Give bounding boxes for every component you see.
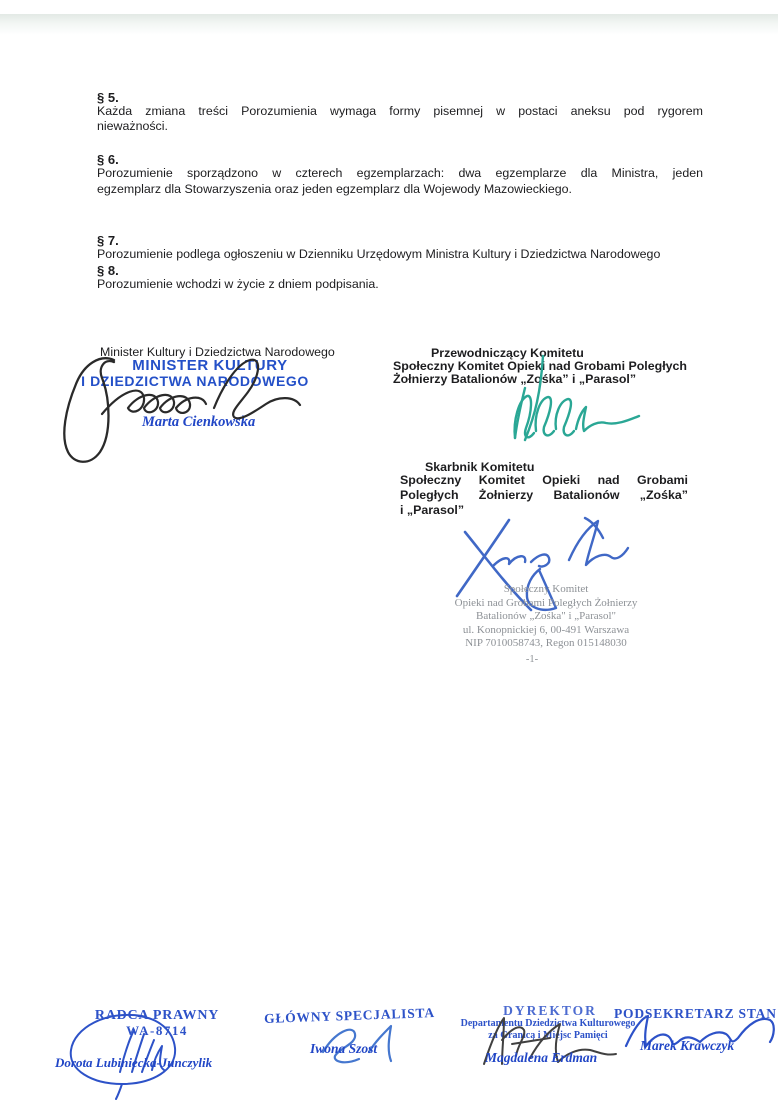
scan-artifact-band (0, 14, 778, 35)
glowny-specjalista-stamp-title: GŁÓWNY SPECJALISTA (263, 1005, 436, 1026)
committee-stamp-line-3: Batalionów „Zośka" i „Parasol" (475, 610, 617, 622)
treasurer-org-line-2: Poległych Żołnierzy Batalionów „Zośka” (400, 488, 688, 502)
section-6-heading: § 6. (97, 152, 119, 167)
section-7-line-1: Porozumienie podlega ogłoszeniu w Dzienniku Urzędowym Ministra Kultury i Dziedzictwa Narodowego (97, 247, 661, 261)
radca-prawny-stamp-title: RADCA PRAWNY (94, 1008, 220, 1023)
committee-stamp-line-4: ul. Konopnickiej 6, 00-491 Warszawa (462, 623, 630, 636)
chairman-org-line-1: Społeczny Komitet Opieki nad Grobami Poległych (393, 359, 687, 373)
section-7-heading: § 7. (97, 233, 119, 248)
section-6-line-2: egzemplarz dla Stowarzyszenia oraz jeden egzemplarz dla Wojewody Mazowieckiego. (97, 182, 572, 196)
podsekretarz-stamp-title: PODSEKRETARZ STAN (614, 1006, 777, 1021)
marek-krawczyk-name: Marek Krawczyk (640, 1038, 735, 1053)
section-6-line-1: Porozumienie sporządzono w czterech egzemplarzach: dwa egzemplarze dla Ministra, jeden (97, 166, 703, 180)
treasurer-org-line-1: Społeczny Komitet Opieki nad Grobami (400, 473, 688, 487)
radca-prawny-name: Dorota Lubiniecka-Junczylik (55, 1055, 213, 1070)
treasurer-title: Skarbnik Komitetu (425, 460, 535, 474)
chairman-title: Przewodniczący Komitetu (431, 346, 584, 360)
committee-stamp-line-2: Opieki nad Grobami Poległych Żołnierzy (454, 596, 638, 609)
section-5-line-1: Każda zmiana treści Porozumienia wymaga formy pisemnej w postaci aneksu pod rygorem (97, 104, 703, 118)
minister-stamp-line-2: I DZIEDZICTWA NARODOWEGO (81, 373, 309, 389)
dyrektor-stamp-title: DYREKTOR (503, 1003, 597, 1018)
section-5-heading: § 5. (97, 90, 119, 105)
section-8-heading: § 8. (97, 263, 119, 278)
treasurer-org-line-3: i „Parasol” (400, 503, 465, 517)
section-8-line-1: Porozumienie wchodzi w życie z dniem podpisania. (97, 277, 379, 291)
radca-prawny-stamp-number: WA-8714 (126, 1023, 188, 1038)
minister-signer-name: Marta Cienkowska (142, 414, 256, 430)
chairman-org-line-2: Żołnierzy Batalionów „Zośka” i „Parasol” (393, 372, 637, 386)
minister-title: Minister Kultury i Dziedzictwa Narodowego (100, 345, 335, 359)
committee-stamp (412, 583, 680, 651)
committee-stamp-line-5: NIP 7010058743, Regon 015148030 (465, 637, 627, 649)
magdalena-erdman-name: Magdalena Erdman (485, 1050, 598, 1065)
committee-stamp-line-1: Społeczny Komitet (503, 583, 589, 595)
iwona-szost-name: Iwona Szost (310, 1041, 378, 1056)
minister-stamp-line-1: MINISTER KULTURY (132, 357, 288, 374)
section-5-line-2: nieważności. (97, 119, 168, 133)
page-number: -1- (525, 654, 539, 665)
dyrektor-stamp-line-2: Departamentu Dziedzictwa Kulturowego (460, 1018, 636, 1029)
dyrektor-stamp-line-3: za Granicą i Miejsc Pamięci (488, 1030, 608, 1041)
